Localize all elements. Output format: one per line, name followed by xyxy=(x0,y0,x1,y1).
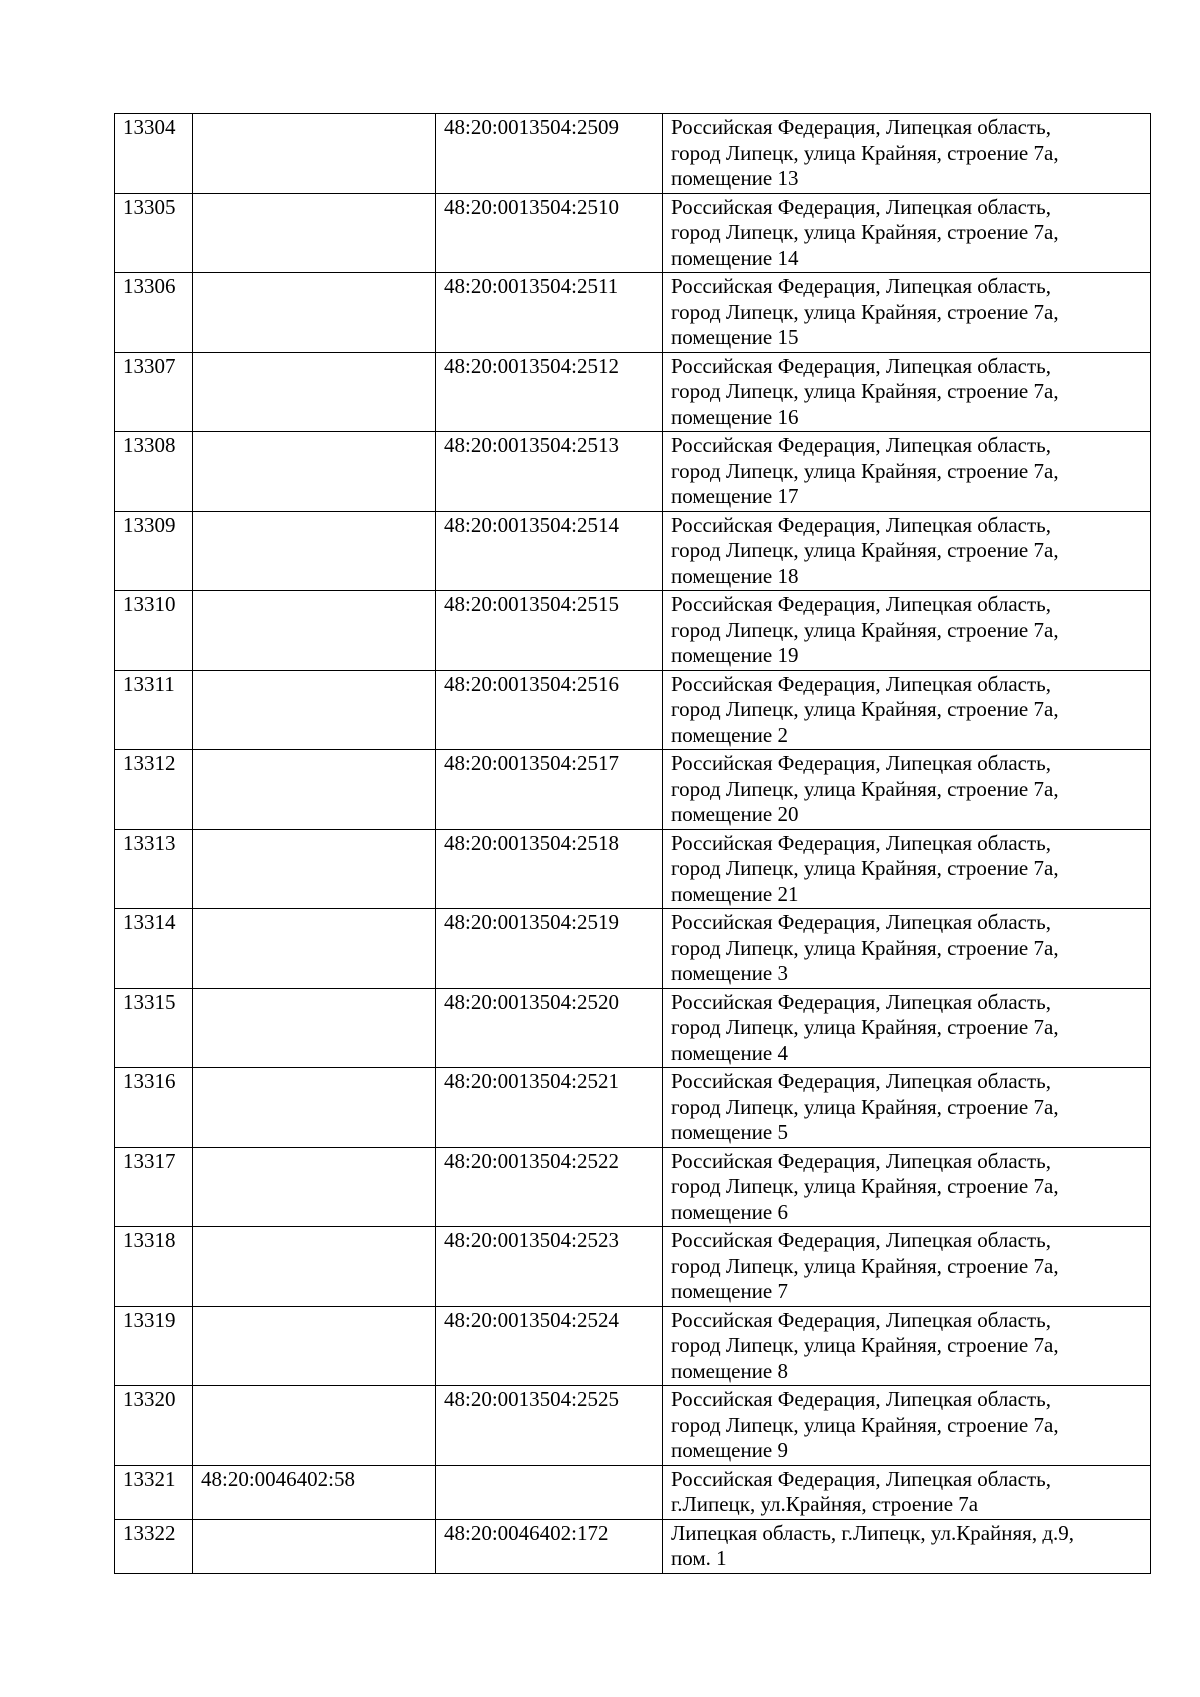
registry-table xyxy=(114,113,1151,1574)
row-number: 13309 xyxy=(115,511,193,591)
address-line: помещение 4 xyxy=(671,1040,788,1065)
land-cadastral-number xyxy=(193,829,436,909)
land-cadastral-number xyxy=(193,511,436,591)
object-cadastral-number xyxy=(436,1465,663,1519)
address-line: Российская Федерация, Липецкая область, xyxy=(671,194,1052,219)
address-cell xyxy=(663,1227,1151,1307)
table-row xyxy=(115,352,1151,432)
land-cadastral-number xyxy=(193,273,436,353)
row-number: 13304 xyxy=(115,114,193,194)
object-cadastral-number: 48:20:0013504:2511 xyxy=(436,273,663,353)
row-number: 13319 xyxy=(115,1306,193,1386)
address-cell xyxy=(663,114,1151,194)
row-number: 13320 xyxy=(115,1386,193,1466)
row-number: 13317 xyxy=(115,1147,193,1227)
land-cadastral-number: 48:20:0046402:58 xyxy=(193,1465,436,1519)
object-cadastral-number: 48:20:0013504:2522 xyxy=(436,1147,663,1227)
address-cell xyxy=(663,750,1151,830)
object-cadastral-number: 48:20:0013504:2523 xyxy=(436,1227,663,1307)
address-cell xyxy=(663,1519,1151,1573)
table-row xyxy=(115,1519,1151,1573)
address-line: Российская Федерация, Липецкая область, xyxy=(671,115,1052,139)
address-line: Российская Федерация, Липецкая область, xyxy=(671,989,1052,1014)
table-row xyxy=(115,1227,1151,1307)
land-cadastral-number xyxy=(193,591,436,671)
address-cell xyxy=(663,829,1151,909)
address-cell xyxy=(663,273,1151,353)
address-line: город Липецк, улица Крайняя, строение 7а, xyxy=(671,220,1059,244)
address-line: Российская Федерация, Липецкая область, xyxy=(671,1069,1052,1093)
address-line: Российская Федерация, Липецкая область, xyxy=(671,1466,1052,1491)
table-row xyxy=(115,1306,1151,1386)
address-line: Российская Федерация, Липецкая область, xyxy=(671,433,1052,457)
row-number: 13311 xyxy=(115,670,193,750)
address-cell xyxy=(663,511,1151,591)
object-cadastral-number: 48:20:0013504:2525 xyxy=(436,1386,663,1466)
address-cell xyxy=(663,1386,1151,1466)
object-cadastral-number: 48:20:0013504:2515 xyxy=(436,591,663,671)
address-line: город Липецк, улица Крайняя, строение 7а, xyxy=(671,140,1059,165)
address-line: Российская Федерация, Липецкая область, xyxy=(671,830,1052,855)
address-cell xyxy=(663,1068,1151,1148)
address-line: Российская Федерация, Липецкая область, xyxy=(671,353,1052,378)
address-cell xyxy=(663,988,1151,1068)
object-cadastral-number: 48:20:0046402:172 xyxy=(436,1519,663,1573)
table-row xyxy=(115,114,1151,194)
address-line: город Липецк, улица Крайняя, строение 7а, xyxy=(671,935,1059,960)
address-line: Российская Федерация, Липецкая область, xyxy=(671,1228,1052,1252)
address-line: Российская Федерация, Липецкая область, xyxy=(671,1148,1052,1173)
object-cadastral-number: 48:20:0013504:2510 xyxy=(436,193,663,273)
table-row xyxy=(115,750,1151,830)
address-line: город Липецк, улица Крайняя, строение 7а, xyxy=(671,458,1059,483)
address-line: Российская Федерация, Липецкая область, xyxy=(671,1387,1052,1411)
land-cadastral-number xyxy=(193,432,436,512)
table-row xyxy=(115,1068,1151,1148)
address-line: помещение 15 xyxy=(671,325,799,349)
address-cell xyxy=(663,909,1151,989)
table-row xyxy=(115,988,1151,1068)
land-cadastral-number xyxy=(193,670,436,750)
address-line: помещение 21 xyxy=(671,881,799,906)
address-line: город Липецк, улица Крайняя, строение 7а, xyxy=(671,1174,1059,1198)
address-line: помещение 8 xyxy=(671,1358,788,1383)
row-number: 13321 xyxy=(115,1465,193,1519)
table-row xyxy=(115,1147,1151,1227)
row-number: 13306 xyxy=(115,273,193,353)
address-line: город Липецк, улица Крайняя, строение 7а, xyxy=(671,697,1059,721)
address-line: помещение 14 xyxy=(671,245,799,270)
address-line: Российская Федерация, Липецкая область, xyxy=(671,592,1052,616)
table-row xyxy=(115,829,1151,909)
address-line: г.Липецк, ул.Крайняя, строение 7а xyxy=(671,1492,979,1516)
land-cadastral-number xyxy=(193,1386,436,1466)
object-cadastral-number: 48:20:0013504:2520 xyxy=(436,988,663,1068)
address-line: город Липецк, улица Крайняя, строение 7а, xyxy=(671,1333,1059,1357)
address-line: город Липецк, улица Крайняя, строение 7а, xyxy=(671,1094,1059,1119)
table-row xyxy=(115,432,1151,512)
address-line: пом. 1 xyxy=(671,1546,727,1570)
object-cadastral-number: 48:20:0013504:2514 xyxy=(436,511,663,591)
address-line: помещение 7 xyxy=(671,1279,788,1303)
address-line: город Липецк, улица Крайняя, строение 7а, xyxy=(671,1412,1059,1437)
land-cadastral-number xyxy=(193,909,436,989)
land-cadastral-number xyxy=(193,114,436,194)
row-number: 13322 xyxy=(115,1519,193,1573)
land-cadastral-number xyxy=(193,1068,436,1148)
address-line: помещение 13 xyxy=(671,166,799,190)
address-cell xyxy=(663,352,1151,432)
land-cadastral-number xyxy=(193,352,436,432)
address-line: помещение 9 xyxy=(671,1438,788,1462)
row-number: 13308 xyxy=(115,432,193,512)
table-row xyxy=(115,591,1151,671)
row-number: 13310 xyxy=(115,591,193,671)
address-line: город Липецк, улица Крайняя, строение 7а, xyxy=(671,379,1059,403)
object-cadastral-number: 48:20:0013504:2517 xyxy=(436,750,663,830)
address-line: Российская Федерация, Липецкая область, xyxy=(671,671,1052,696)
address-line: город Липецк, улица Крайняя, строение 7а, xyxy=(671,299,1059,324)
row-number: 13316 xyxy=(115,1068,193,1148)
row-number: 13307 xyxy=(115,352,193,432)
address-line: город Липецк, улица Крайняя, строение 7а, xyxy=(671,1015,1059,1039)
address-line: Липецкая область, г.Липецк, ул.Крайняя, д.9, xyxy=(671,1520,1075,1545)
row-number: 13313 xyxy=(115,829,193,909)
table-row xyxy=(115,909,1151,989)
object-cadastral-number: 48:20:0013504:2518 xyxy=(436,829,663,909)
address-line: город Липецк, улица Крайняя, строение 7а, xyxy=(671,538,1059,562)
land-cadastral-number xyxy=(193,988,436,1068)
address-cell xyxy=(663,432,1151,512)
row-number: 13314 xyxy=(115,909,193,989)
address-line: помещение 18 xyxy=(671,563,799,588)
address-cell xyxy=(663,670,1151,750)
land-cadastral-number xyxy=(193,1519,436,1573)
land-cadastral-number xyxy=(193,1306,436,1386)
registry-table-body xyxy=(115,114,1151,1574)
address-cell xyxy=(663,591,1151,671)
land-cadastral-number xyxy=(193,193,436,273)
address-line: помещение 20 xyxy=(671,802,799,826)
address-line: помещение 5 xyxy=(671,1120,788,1144)
land-cadastral-number xyxy=(193,1227,436,1307)
address-line: город Липецк, улица Крайняя, строение 7а, xyxy=(671,1253,1059,1278)
object-cadastral-number: 48:20:0013504:2509 xyxy=(436,114,663,194)
address-line: Российская Федерация, Липецкая область, xyxy=(671,1307,1052,1332)
object-cadastral-number: 48:20:0013504:2524 xyxy=(436,1306,663,1386)
object-cadastral-number: 48:20:0013504:2521 xyxy=(436,1068,663,1148)
address-line: город Липецк, улица Крайняя, строение 7а, xyxy=(671,856,1059,880)
table-row xyxy=(115,670,1151,750)
address-line: помещение 16 xyxy=(671,404,799,429)
row-number: 13305 xyxy=(115,193,193,273)
address-line: помещение 19 xyxy=(671,643,799,667)
address-line: Российская Федерация, Липецкая область, xyxy=(671,512,1052,537)
object-cadastral-number: 48:20:0013504:2512 xyxy=(436,352,663,432)
table-row xyxy=(115,273,1151,353)
address-line: помещение 3 xyxy=(671,961,788,985)
address-line: Российская Федерация, Липецкая область, xyxy=(671,751,1052,775)
table-row xyxy=(115,511,1151,591)
object-cadastral-number: 48:20:0013504:2516 xyxy=(436,670,663,750)
object-cadastral-number: 48:20:0013504:2519 xyxy=(436,909,663,989)
address-cell xyxy=(663,1465,1151,1519)
address-line: помещение 2 xyxy=(671,722,788,747)
address-cell xyxy=(663,1147,1151,1227)
row-number: 13315 xyxy=(115,988,193,1068)
address-cell xyxy=(663,1306,1151,1386)
address-line: Российская Федерация, Липецкая область, xyxy=(671,910,1052,934)
table-row xyxy=(115,1465,1151,1519)
address-line: помещение 6 xyxy=(671,1199,788,1224)
row-number: 13318 xyxy=(115,1227,193,1307)
address-line: помещение 17 xyxy=(671,484,799,508)
object-cadastral-number: 48:20:0013504:2513 xyxy=(436,432,663,512)
land-cadastral-number xyxy=(193,750,436,830)
address-cell xyxy=(663,193,1151,273)
address-line: город Липецк, улица Крайняя, строение 7а, xyxy=(671,776,1059,801)
table-row xyxy=(115,1386,1151,1466)
row-number: 13312 xyxy=(115,750,193,830)
address-line: Российская Федерация, Липецкая область, xyxy=(671,274,1052,298)
land-cadastral-number xyxy=(193,1147,436,1227)
table-row xyxy=(115,193,1151,273)
address-line: город Липецк, улица Крайняя, строение 7а, xyxy=(671,617,1059,642)
